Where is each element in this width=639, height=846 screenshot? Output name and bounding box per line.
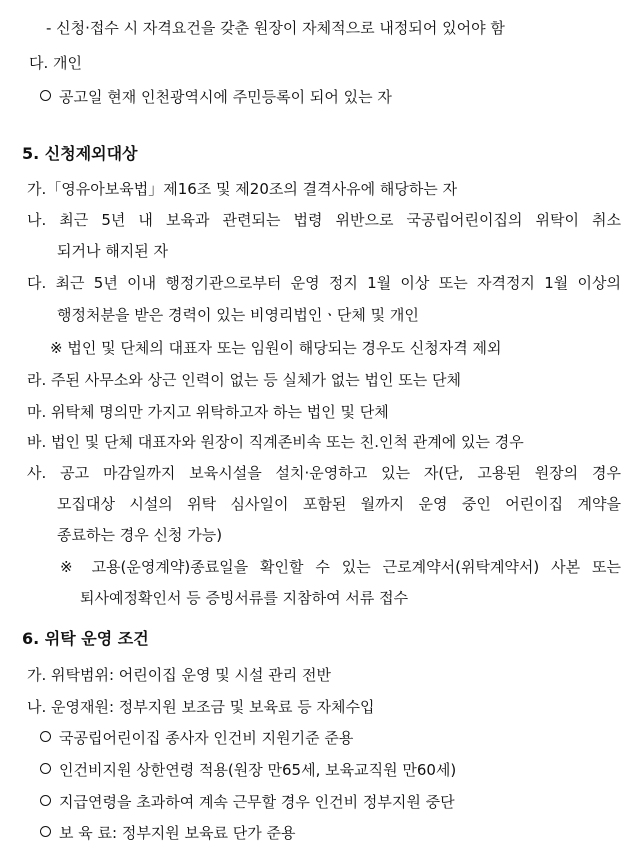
circle-bullet-icon — [40, 795, 51, 806]
doc-line: 나. 최근 5년 내 보육과 관련되는 법령 위반으로 국공립어린이집의 위탁이 취소 — [27, 211, 621, 229]
doc-line: 마. 위탁체 명의만 가지고 위탁하고자 하는 법인 및 단체 — [27, 403, 389, 421]
bullet-item — [40, 823, 639, 843]
bullet-item — [40, 792, 639, 812]
doc-line: 가.「영유아보육법」제16조 및 제20조의 결격사유에 해당하는 자 — [27, 180, 458, 198]
doc-line: 바. 법인 및 단체 대표자와 원장이 직계존비속 또는 친.인척 관계에 있는 경우 — [27, 433, 524, 451]
bullet-text: 인건비지원 상한연령 적용(원장 만65세, 보육교직원 만60세) — [59, 761, 457, 779]
bullet-item — [40, 760, 639, 780]
circle-bullet-icon — [40, 826, 51, 837]
doc-line: 행정처분을 받은 경력이 있는 비영리법인ㆍ단체 및 개인 — [57, 306, 419, 324]
doc-line: 나. 운영재원: 정부지원 보조금 및 보육료 등 자체수입 — [27, 698, 375, 716]
bullet-text: 보 육 료: 정부지원 보육료 단가 준용 — [59, 824, 296, 842]
bullet-text: 지급연령을 초과하여 계속 근무할 경우 인건비 정부지원 중단 — [59, 793, 455, 811]
doc-line: 다. 개인 — [29, 54, 83, 72]
doc-line: 라. 주된 사무소와 상근 인력이 없는 등 실체가 없는 법인 또는 단체 — [27, 371, 461, 389]
bullet-item — [40, 87, 639, 107]
doc-line: 되거나 해지된 자 — [57, 242, 168, 260]
circle-bullet-icon — [40, 731, 51, 742]
doc-line: 다. 최근 5년 이내 행정기관으로부터 운영 정지 1월 이상 또는 자격정지 1월 이상의 — [27, 274, 621, 292]
note-line: ※ 고용(운영계약)종료일을 확인할 수 있는 근로계약서(위탁계약서) 사본 또는 — [60, 558, 621, 576]
bullet-text: 국공립어린이집 종사자 인건비 지원기준 준용 — [59, 729, 354, 747]
note-line: ※ 법인 및 단체의 대표자 또는 임원이 해당되는 경우도 신청자격 제외 — [50, 339, 502, 357]
section-heading: 6. 위탁 운영 조건 — [22, 629, 149, 648]
doc-line: 가. 위탁범위: 어린이집 운영 및 시설 관리 전반 — [27, 666, 332, 684]
bullet-item — [40, 728, 639, 748]
note-line: 퇴사예정확인서 등 증빙서류를 지참하여 서류 접수 — [80, 589, 409, 607]
doc-line: 모집대상 시설의 위탁 심사일이 포함된 월까지 운영 중인 어린이집 계약을 — [57, 495, 621, 513]
section-heading: 5. 신청제외대상 — [22, 144, 138, 163]
doc-line: - 신청·접수 시 자격요건을 갖춘 원장이 자체적으로 내정되어 있어야 함 — [46, 19, 505, 37]
bullet-text: 공고일 현재 인천광역시에 주민등록이 되어 있는 자 — [59, 88, 392, 106]
doc-line: 사. 공고 마감일까지 보육시설을 설치·운영하고 있는 자(단, 고용된 원장의 경우 — [27, 464, 621, 482]
circle-bullet-icon — [40, 763, 51, 774]
circle-bullet-icon — [40, 90, 51, 101]
doc-line: 종료하는 경우 신청 가능) — [57, 526, 223, 544]
